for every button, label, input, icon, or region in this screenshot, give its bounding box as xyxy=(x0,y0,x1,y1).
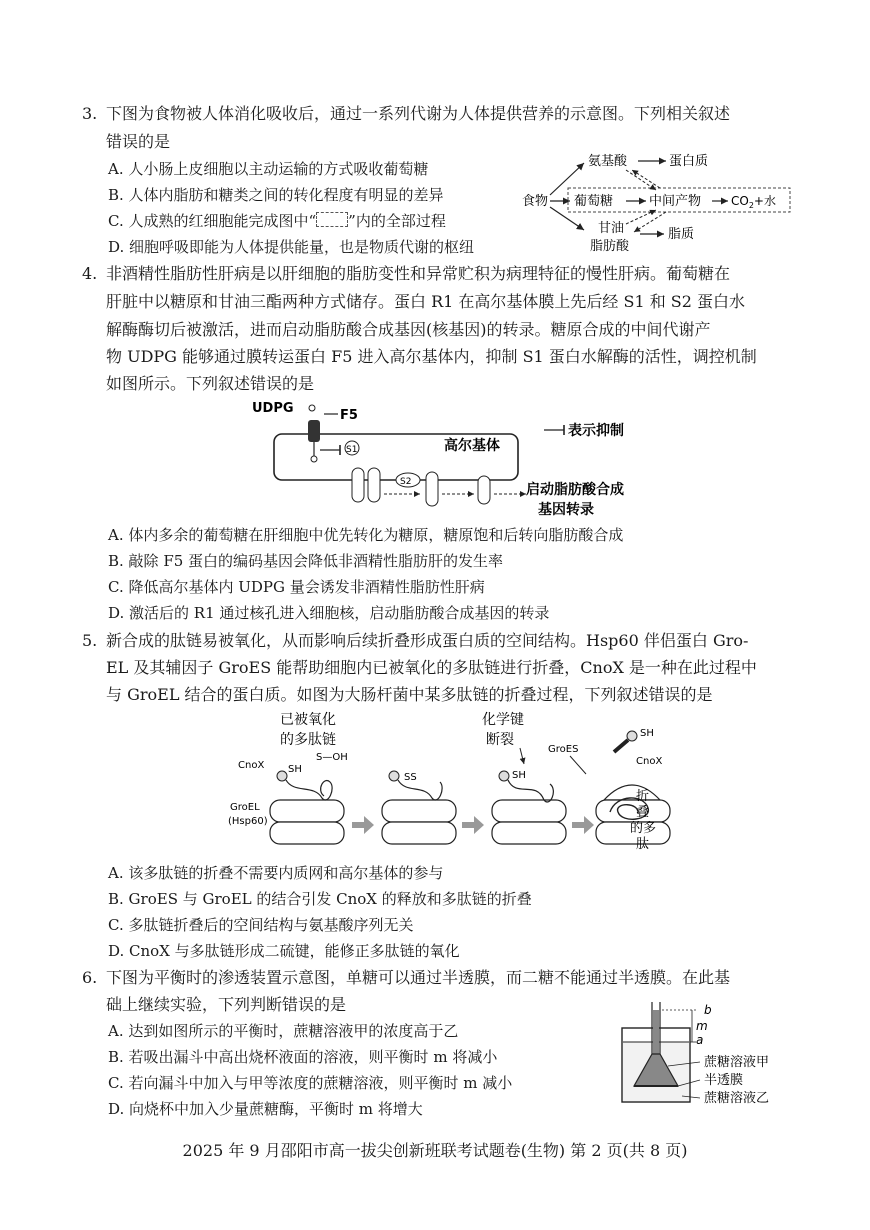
polypeptide-3 xyxy=(508,780,553,802)
q3-option-c xyxy=(108,210,446,232)
arrow-food-to-amino xyxy=(550,163,584,195)
groel-ring-1-top xyxy=(270,800,344,822)
q6-label-membrane: 半透膜 xyxy=(704,1073,744,1088)
groel-ring-3-bottom xyxy=(492,822,566,844)
q3-label-intermediate: 中间产物 xyxy=(649,194,702,209)
groel-ring-2-bottom xyxy=(382,822,456,844)
q5-label-groes: GroES xyxy=(548,744,579,755)
groel-ring-2-top xyxy=(382,800,456,822)
q5-stem-line3: 与 GroEL 结合的蛋白质。如图为大肠杆菌中某多肽链的折叠过程，下列叙述错误的是 xyxy=(106,685,713,704)
q5-option-d: D. CnoX 与多肽链形成二硫键，能修正多肽链的氧化 xyxy=(108,942,460,960)
q5-label-groel: GroEL xyxy=(230,802,260,813)
q3-label-fat: 脂质 xyxy=(668,227,695,242)
q6-stem-text-1: 下图为平衡时的渗透装置示意图，单糖可以通过半透膜，而二糖不能通过半透膜。在此基 xyxy=(106,968,731,987)
q5-option-a: A. 该多肽链的折叠不需要内质网和高尔基体的参与 xyxy=(108,864,444,882)
q5-folding-diagram xyxy=(224,708,704,854)
q5-label-oxidized-2: 的多肽链 xyxy=(280,732,336,748)
cnox-1-icon xyxy=(277,771,287,781)
q6-osmosis-diagram xyxy=(612,1000,812,1108)
step-arrow-2 xyxy=(462,816,484,834)
q3-stem-text: 下图为食物被人体消化吸收后，通过一系列代谢为人体提供营养的示意图。下列相关叙述 xyxy=(106,104,731,123)
q3-label-glycerol: 甘油 xyxy=(598,221,625,236)
q3-number: 3. xyxy=(82,104,98,123)
q3-option-a: A. 人小肠上皮细胞以主动运输的方式吸收葡萄糖 xyxy=(108,160,429,178)
funnel-column xyxy=(653,1010,659,1054)
q5-option-c: C. 多肽链折叠后的空间结构与氨基酸序列无关 xyxy=(108,916,414,934)
r1-protein-1b xyxy=(368,468,380,502)
q5-label-sh-released: SH xyxy=(640,728,654,739)
q4-option-d: D. 激活后的 R1 通过核孔进入细胞核，启动脂肪酸合成基因的转录 xyxy=(108,604,550,622)
udpg-inside-icon xyxy=(311,456,317,462)
q5-option-b: B. GroES 与 GroEL 的结合引发 CnoX 的释放和多肽链的折叠 xyxy=(108,890,532,908)
q4-option-a: A. 体内多余的葡萄糖在肝细胞中优先转化为糖原，糖原饱和后转向脂肪酸合成 xyxy=(108,526,624,544)
q4-option-c: C. 降低高尔基体内 UDPG 量会诱发非酒精性脂肪性肝病 xyxy=(108,578,485,596)
released-cnox-stick xyxy=(614,740,628,752)
q3-label-food: 食物 xyxy=(522,194,549,209)
q6-label-solution-a: 蔗糖溶液甲 xyxy=(704,1055,770,1070)
q5-label-hsp60: (Hsp60) xyxy=(228,816,268,827)
q3-option-c-text: C. 人成熟的红细胞能完成图中“ xyxy=(108,212,317,230)
q4-option-b: B. 敲除 F5 蛋白的编码基因会降低非酒精性脂肪肝的发生率 xyxy=(108,552,504,570)
q6-label-solution-b: 蔗糖溶液乙 xyxy=(704,1091,770,1106)
r1-protein-1 xyxy=(352,468,364,502)
r1-protein-3 xyxy=(478,476,490,504)
q5-label-folded-3: 的多 xyxy=(630,821,657,836)
groes-pointer xyxy=(570,756,586,774)
q5-stem-line1 xyxy=(82,630,748,652)
q4-label-legend: 表示抑制 xyxy=(568,423,624,439)
q3-option-b: B. 人体内脂肪和糖类之间的转化程度有明显的差异 xyxy=(108,186,444,204)
q4-stem-line3: 解酶酶切后被激活，进而启动脂肪酸合成基因(核基因)的转录。糖原合成的中间代谢产 xyxy=(106,320,711,339)
q6-stem-line2: 础上继续实验，下列判断错误的是 xyxy=(106,995,347,1014)
cnox-3-icon xyxy=(499,771,509,781)
q3-stem-line2: 错误的是 xyxy=(106,132,171,151)
q5-label-bond-1: 化学键 xyxy=(482,712,524,728)
q5-label-folded-2: 叠 xyxy=(636,805,650,820)
q5-label-cnox-released: CnoX xyxy=(636,756,663,767)
q4-stem-text-1: 非酒精性脂肪性肝病是以肝细胞的脂肪变性和异常贮积为病理特征的慢性肝病。葡萄糖在 xyxy=(106,264,731,283)
released-cnox-icon xyxy=(627,731,637,741)
q4-label-result-1: 启动脂肪酸合成 xyxy=(526,482,624,498)
q4-stem-line2: 肝脏中以糖原和甘油三酯两种方式储存。蛋白 R1 在高尔基体膜上先后经 S1 和 S2 蛋白水 xyxy=(106,292,746,311)
udpg-molecule-icon xyxy=(309,405,315,411)
q4-number: 4. xyxy=(82,264,98,283)
q4-golgi-diagram xyxy=(248,398,668,518)
r1-protein-2 xyxy=(426,472,438,506)
arrow-intermediate-to-amino xyxy=(632,170,660,188)
q4-label-udpg: UDPG xyxy=(252,401,294,416)
q3-metabolism-diagram xyxy=(518,148,798,256)
q5-label-sh-1: SH xyxy=(288,764,302,775)
q6-option-b: B. 若吸出漏斗中高出烧杯液面的溶液，则平衡时 m 将减小 xyxy=(108,1048,498,1066)
step-arrow-1 xyxy=(352,816,374,834)
q4-stem-line1 xyxy=(82,263,730,285)
q3-stem-line1 xyxy=(82,103,730,125)
step-arrow-3 xyxy=(572,816,594,834)
q4-label-result-2: 基因转录 xyxy=(538,502,594,518)
q5-stem-text-1: 新合成的肽链易被氧化，从而影响后续折叠形成蛋白质的空间结构。Hsp60 伴侣蛋白 Gro- xyxy=(106,631,749,650)
q3-label-amino-acid: 氨基酸 xyxy=(588,154,628,169)
polypeptide-2 xyxy=(398,780,442,800)
bond-break-arrow xyxy=(520,748,524,764)
q5-label-oxidized-1: 已被氧化 xyxy=(280,712,336,728)
q4-label-s2: S2 xyxy=(400,477,412,487)
q6-number: 6. xyxy=(82,968,98,987)
groel-ring-1-bottom xyxy=(270,822,344,844)
q5-label-soh: S—OH xyxy=(316,752,348,763)
q4-stem-line5: 如图所示。下列叙述错误的是 xyxy=(106,374,315,393)
page-footer: 2025 年 9 月邵阳市高一拔尖创新班联考试题卷(生物) 第 2 页(共 8 页) xyxy=(182,1141,688,1160)
q3-label-glucose: 葡萄糖 xyxy=(574,194,614,209)
cnox-2-icon xyxy=(389,771,399,781)
q5-label-ss: SS xyxy=(404,772,417,783)
q4-label-f5: F5 xyxy=(340,408,358,423)
q6-stem-line1 xyxy=(82,967,730,989)
f5-transporter-icon xyxy=(308,420,320,442)
arrow-intermediate-to-fattyacid xyxy=(634,212,666,232)
q3-option-c-tail: ”内的全部过程 xyxy=(348,212,446,230)
q3-label-fatty-acid: 脂肪酸 xyxy=(590,239,630,254)
arrow-food-to-glycerol xyxy=(550,207,584,230)
q5-label-folded-4: 肽 xyxy=(636,837,650,852)
q5-label-folded-1: 折 xyxy=(636,789,650,804)
q4-label-s1: S1 xyxy=(346,445,358,455)
q5-label-cnox-1: CnoX xyxy=(238,760,265,771)
q5-stem-line2: EL 及其辅因子 GroES 能帮助细胞内已被氧化的多肽链进行折叠，CnoX 是一种在此过程中 xyxy=(106,658,757,677)
q4-stem-line4: 物 UDPG 能够通过膜转运蛋白 F5 进入高尔基体内，抑制 S1 蛋白水解酶的活性，调控机制 xyxy=(106,347,757,366)
q3-option-d: D. 细胞呼吸即能为人体提供能量，也是物质代谢的枢纽 xyxy=(108,238,475,256)
q6-label-b: b xyxy=(704,1003,712,1017)
q3-label-protein: 蛋白质 xyxy=(669,154,709,169)
q6-label-m: m xyxy=(696,1019,708,1033)
q4-label-golgi: 高尔基体 xyxy=(444,438,500,454)
q6-option-d: D. 向烧杯中加入少量蔗糖酶，平衡时 m 将增大 xyxy=(108,1100,423,1118)
q6-option-a: A. 达到如图所示的平衡时，蔗糖溶液甲的浓度高于乙 xyxy=(108,1022,459,1040)
arrow-amino-to-intermediate xyxy=(626,170,656,190)
q5-label-sh-3: SH xyxy=(512,770,526,781)
polypeptide-1 xyxy=(286,780,332,800)
q3-label-co2: $CO_2+$水 xyxy=(731,194,776,210)
q6-label-a: a xyxy=(696,1033,704,1047)
q6-option-c: C. 若向漏斗中加入与甲等浓度的蔗糖溶液，则平衡时 m 减小 xyxy=(108,1074,513,1092)
q5-number: 5. xyxy=(82,631,98,650)
groel-ring-3-top xyxy=(492,800,566,822)
dashed-box-icon xyxy=(316,212,348,227)
q5-label-bond-2: 断裂 xyxy=(486,732,514,748)
